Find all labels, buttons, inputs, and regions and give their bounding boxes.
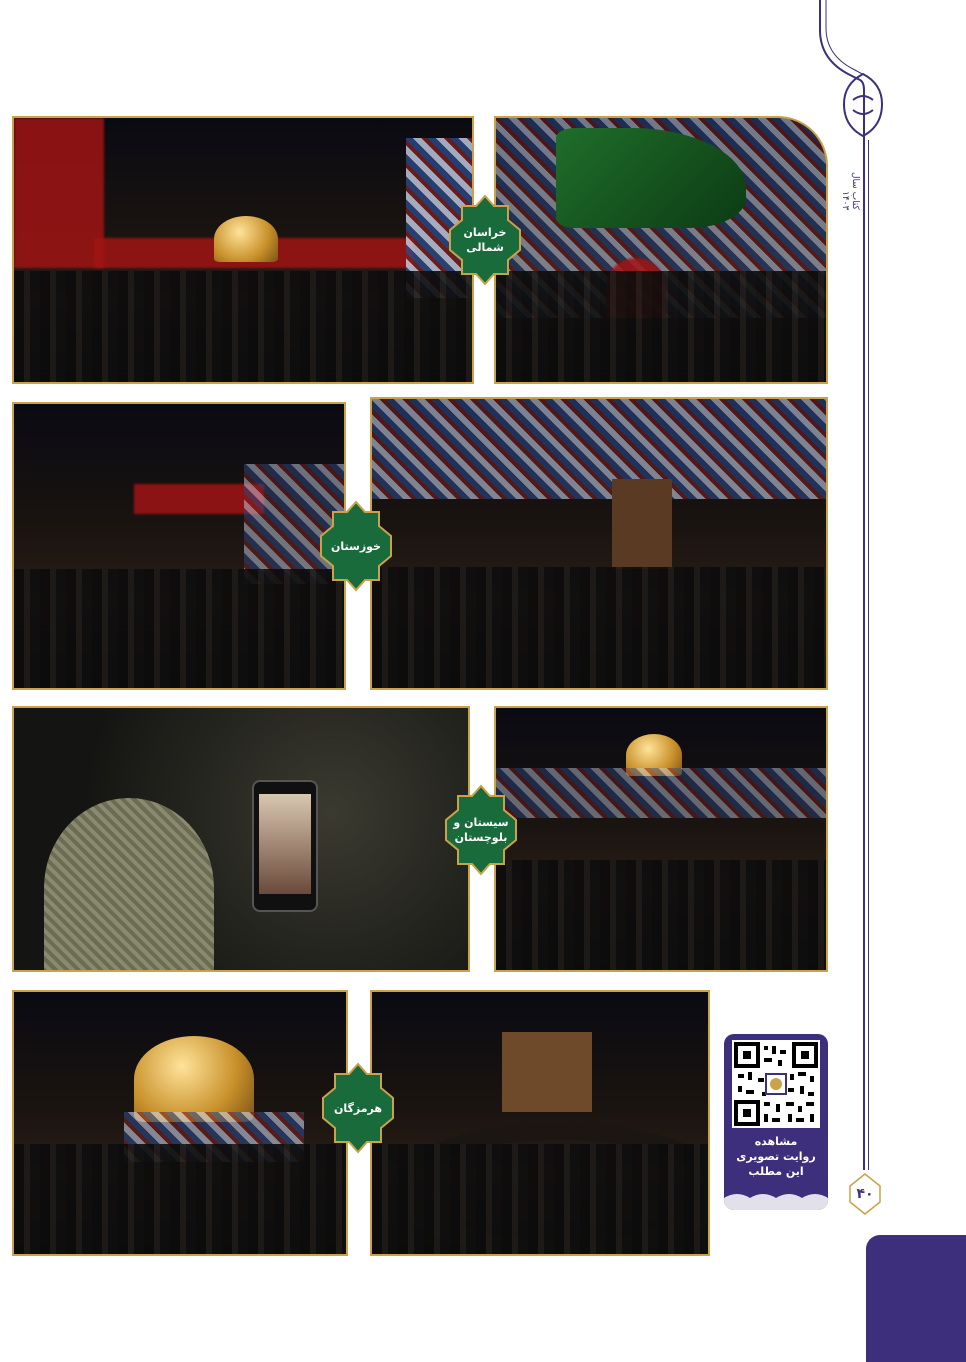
- photo-khuzestan-dancers: [12, 402, 346, 690]
- badge-khuzestan-label: خوزستان: [331, 539, 381, 553]
- badge-sistan-label: سیستان و بلوچستان: [453, 816, 509, 844]
- badge-hormozgan: [321, 1062, 395, 1154]
- sidebar-tab: [866, 1235, 966, 1362]
- sidebar-line: [863, 140, 865, 1170]
- qr-caption: مشاهده روایت تصویری این مطلب: [736, 1135, 816, 1178]
- sidebar-line-thin: [868, 140, 869, 1170]
- qr-card-ornament: [724, 1190, 828, 1210]
- photo-hormozgan-dome: [12, 990, 348, 1256]
- badge-sistan: [444, 784, 518, 876]
- badge-khorasan: [448, 194, 522, 286]
- badge-khuzestan: [319, 500, 393, 592]
- photo-khorasan-flag: [494, 116, 828, 384]
- photo-sistan-courtyard: [494, 706, 828, 972]
- photo-sistan-phone: [12, 706, 470, 972]
- badge-hormozgan-label: هرمزگان: [333, 1101, 383, 1115]
- photo-khorasan-courtyard: [12, 116, 474, 384]
- badge-khorasan-label: خراسان شمالی: [463, 226, 507, 254]
- publication-logo-icon: [838, 70, 888, 140]
- page-number: [848, 1172, 882, 1216]
- photo-hormozgan-circle: [370, 990, 710, 1256]
- page-number-text: ۴۰: [856, 1186, 874, 1202]
- sidebar-caption: کتاب سال ۱۴۰۳: [840, 172, 860, 210]
- photo-khuzestan-gathering: [370, 397, 828, 690]
- qr-card[interactable]: [724, 1034, 828, 1210]
- qr-code-icon[interactable]: [732, 1040, 820, 1128]
